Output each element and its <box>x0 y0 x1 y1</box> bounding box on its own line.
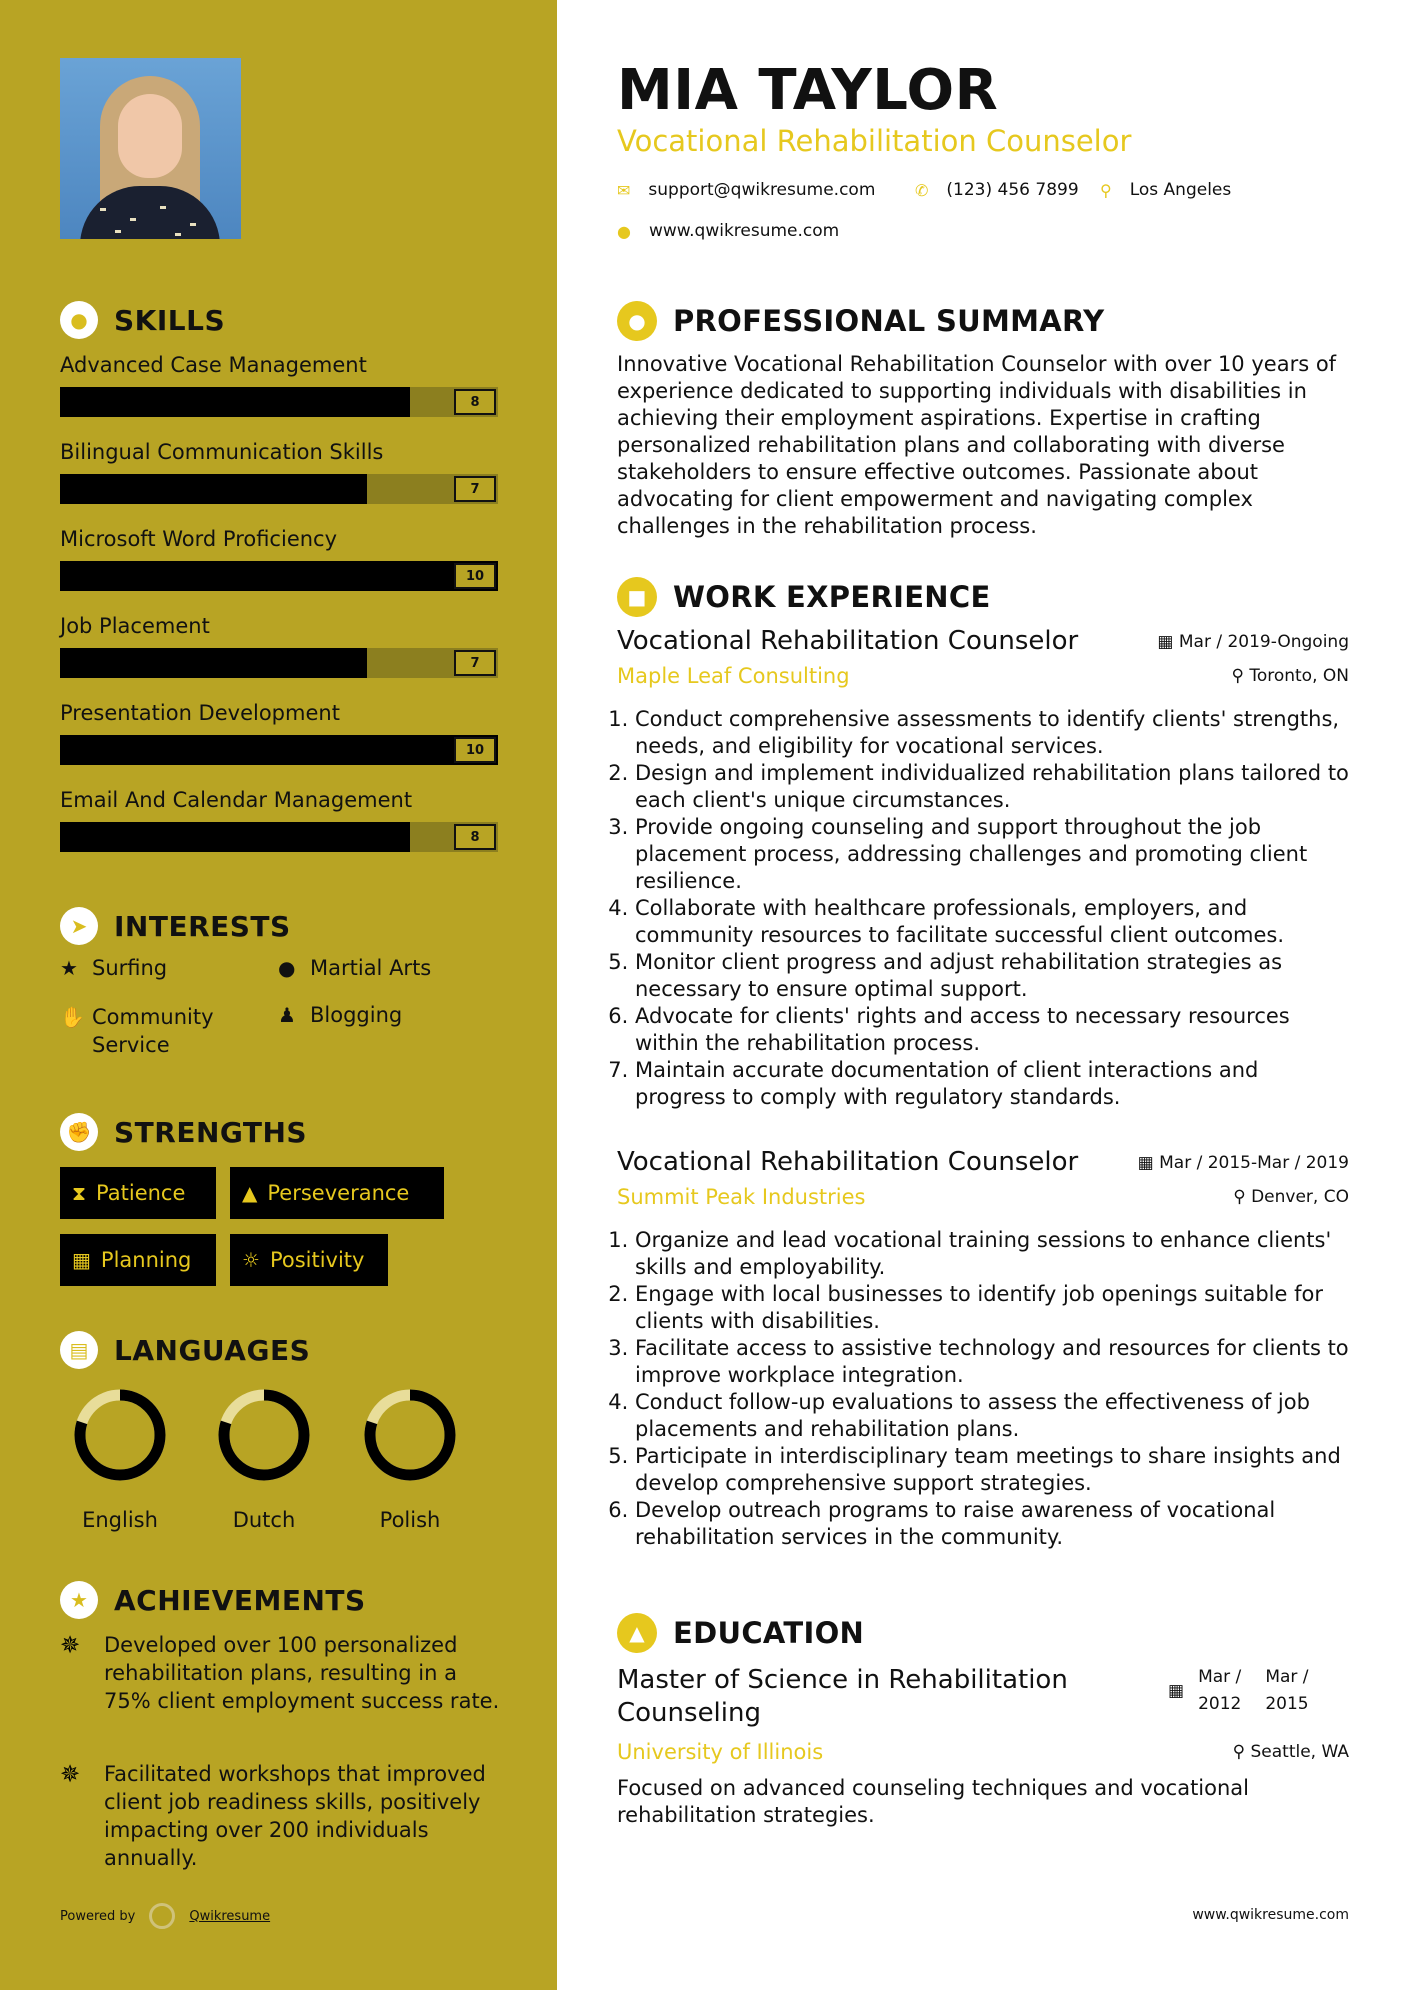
list-item: 3. Provide ongoing counseling and support throughout the job placement process, addressing challenges and promoting client resilience. <box>635 814 1349 895</box>
job-title: Vocational Rehabilitation Counselor <box>617 626 1079 656</box>
job-date: ▦ Mar / 2015-Mar / 2019 <box>1137 1153 1349 1173</box>
achievements-title: ACHIEVEMENTS <box>114 1583 366 1617</box>
strengths-section <box>60 1112 307 1152</box>
skill-item: Advanced Case Management 8 <box>60 353 498 383</box>
job-company: Summit Peak Industries <box>617 1185 866 1209</box>
phone-icon: ✆ <box>915 180 929 200</box>
sun-icon: ☼ <box>242 1248 260 1272</box>
candidate-title: Vocational Rehabilitation Counselor <box>617 124 1132 158</box>
interest-item: ● Martial Arts <box>278 956 432 980</box>
calendar-icon: ▦ <box>1157 632 1179 652</box>
language-item: Polish <box>350 1388 470 1532</box>
skill-level: 8 <box>454 389 496 415</box>
language-ring <box>73 1388 167 1482</box>
achievement-item: ✵ Facilitated workshops that improved client job readiness skills, positively impacting over 200 individuals annually. <box>60 1760 486 1870</box>
skills-section <box>60 300 225 340</box>
globe-icon: ● <box>617 221 631 241</box>
job-company: Maple Leaf Consulting <box>617 664 850 688</box>
language-item: Dutch <box>204 1388 324 1532</box>
languages-section <box>60 1330 310 1370</box>
languages-title: LANGUAGES <box>114 1333 311 1367</box>
education-heading: ▲ EDUCATION <box>617 1612 864 1654</box>
achievements-section <box>60 1580 366 1620</box>
star-burst-icon: ✵ <box>60 1631 81 1659</box>
strength-badge: ▲ Perseverance <box>230 1167 444 1219</box>
list-item: 4. Collaborate with healthcare professionals, employers, and community resources to facilitate successful client outcomes. <box>635 895 1349 949</box>
contact-location: ⚲ Los Angeles <box>1100 180 1232 200</box>
skill-level: 10 <box>454 563 496 589</box>
list-item: 6. Develop outreach programs to raise awareness of vocational rehabilitation services in the community. <box>635 1497 1349 1551</box>
fist-icon: ✊ <box>60 1113 98 1151</box>
list-item: 7. Maintain accurate documentation of client interactions and progress to comply with regulatory standards. <box>635 1057 1349 1111</box>
education-description: Focused on advanced counseling techniques and vocational rehabilitation strategies. <box>617 1776 1249 1827</box>
skill-level: 8 <box>454 824 496 850</box>
skill-bar <box>60 735 498 765</box>
pin-icon: ⚲ <box>1231 666 1250 686</box>
language-ring <box>217 1388 311 1482</box>
calendar-icon: ▦ <box>1137 1153 1160 1173</box>
education-location: ⚲ Seattle, WA <box>1232 1742 1349 1762</box>
job-location: ⚲ Denver, CO <box>1233 1187 1349 1207</box>
hourglass-icon: ⧗ <box>72 1181 87 1205</box>
list-item: 4. Conduct follow-up evaluations to assess the effectiveness of job placements and rehabilitation plans. <box>635 1389 1349 1443</box>
star-burst-icon: ✵ <box>60 1760 81 1788</box>
qwikresume-logo-icon <box>149 1903 175 1929</box>
pin-icon: ⚲ <box>1232 1742 1251 1762</box>
strength-badge: ▦ Planning <box>60 1234 216 1286</box>
job-entry <box>617 1147 1349 1567</box>
summary-heading: ● PROFESSIONAL SUMMARY <box>617 300 1104 342</box>
language-icon: ▤ <box>60 1331 98 1369</box>
strengths-title: STRENGTHS <box>114 1115 308 1149</box>
skill-item: Bilingual Communication Skills 7 <box>60 440 498 470</box>
skill-item: Job Placement 7 <box>60 614 498 644</box>
job-entry <box>617 626 1349 1116</box>
list-item: 5. Monitor client progress and adjust rehabilitation strategies as necessary to ensure optimal support. <box>635 949 1349 1003</box>
calendar-icon: ▦ <box>72 1248 91 1272</box>
skill-item: Presentation Development 10 <box>60 701 498 731</box>
job-date: ▦ Mar / 2019-Ongoing <box>1157 632 1349 652</box>
user-icon: ● <box>617 301 657 341</box>
envelope-icon: ✉ <box>617 180 631 200</box>
star-icon: ★ <box>60 956 78 980</box>
contact-phone[interactable]: ✆ (123) 456 7899 <box>915 180 1079 200</box>
graduation-cap-icon: ▲ <box>617 1613 657 1653</box>
language-ring <box>363 1388 457 1482</box>
job-bullets <box>617 706 1349 1111</box>
powered-by: Powered by Qwikresume <box>60 1903 270 1929</box>
interest-item: ✋ Community Service <box>60 1005 214 1057</box>
list-item: 1. Organize and lead vocational training sessions to enhance clients' skills and employability. <box>635 1227 1349 1281</box>
footer-url[interactable]: www.qwikresume.com <box>1192 1907 1349 1923</box>
list-item: 5. Participate in interdisciplinary team meetings to share insights and develop comprehensive support strategies. <box>635 1443 1349 1497</box>
skill-item: Email And Calendar Management 8 <box>60 788 498 818</box>
list-item: 1. Conduct comprehensive assessments to identify clients' strengths, needs, and eligibility for vocational services. <box>635 706 1349 760</box>
skill-bar <box>60 648 498 678</box>
skill-bar <box>60 561 498 591</box>
list-item: 2. Design and implement individualized rehabilitation plans tailored to each client's unique circumstances. <box>635 760 1349 814</box>
job-bullets <box>617 1227 1349 1551</box>
list-item: 6. Advocate for clients' rights and access to necessary resources within the rehabilitation process. <box>635 1003 1349 1057</box>
profile-photo <box>60 58 241 239</box>
interests-title: INTERESTS <box>114 909 291 943</box>
school-name: University of Illinois <box>617 1740 824 1764</box>
list-item: 3. Facilitate access to assistive technology and resources for clients to improve workplace integration. <box>635 1335 1349 1389</box>
skill-bar <box>60 387 498 417</box>
interest-item: ♟ Blogging <box>278 1003 403 1027</box>
skill-bar <box>60 474 498 504</box>
skill-item: Microsoft Word Proficiency 10 <box>60 527 498 557</box>
calendar-icon: ▦ <box>1168 1681 1185 1701</box>
interests-section <box>60 906 291 946</box>
contact-email[interactable]: ✉ support@qwikresume.com <box>617 180 876 200</box>
road-icon: ▲ <box>242 1181 258 1205</box>
job-title: Vocational Rehabilitation Counselor <box>617 1147 1079 1177</box>
pin-icon: ⚲ <box>1233 1187 1252 1207</box>
summary-text: Innovative Vocational Rehabilitation Counselor with over 10 years of experience dedicated to supporting individuals with disabilities in achieving their employment aspirations. Expertise in crafting personalized rehabilitation plans and collaborating with diverse stakeholders to ensure effective outcomes. Passionate about advocating for client empowerment and navigating complex challenges in the rehabilitation process. <box>617 352 1337 538</box>
globe-icon: ● <box>278 956 296 980</box>
strength-badge: ⧗ Patience <box>60 1167 216 1219</box>
contact-website[interactable]: ● www.qwikresume.com <box>617 221 840 241</box>
experience-heading: ■ WORK EXPERIENCE <box>617 576 991 618</box>
education-date: ▦ Mar / 2012 Mar / 2015 <box>1168 1664 1309 1718</box>
degree-title: Master of Science in Rehabilitation Counseling <box>617 1665 1068 1728</box>
language-item: English <box>60 1388 180 1532</box>
skill-level: 7 <box>454 476 496 502</box>
powered-link[interactable]: Qwikresume <box>189 1908 271 1924</box>
paper-plane-icon: ➤ <box>60 907 98 945</box>
candidate-name: MIA TAYLOR <box>617 58 999 123</box>
list-item: 2. Engage with local businesses to identify job openings suitable for clients with disabilities. <box>635 1281 1349 1335</box>
trophy-icon: ★ <box>60 1581 98 1619</box>
skill-level: 7 <box>454 650 496 676</box>
briefcase-icon: ■ <box>617 577 657 617</box>
job-location: ⚲ Toronto, ON <box>1231 666 1349 686</box>
interest-item: ★ Surfing <box>60 956 168 980</box>
skills-title: SKILLS <box>114 303 226 337</box>
skill-level: 10 <box>454 737 496 763</box>
skill-bar <box>60 822 498 852</box>
strength-badge: ☼ Positivity <box>230 1234 388 1286</box>
achievement-item: ✵ Developed over 100 personalized rehabilitation plans, resulting in a 75% client employment success rate. <box>60 1631 500 1713</box>
hand-icon: ✋ <box>60 1005 85 1029</box>
users-icon: ♟ <box>278 1003 296 1027</box>
lightbulb-icon: ● <box>60 301 98 339</box>
map-pin-icon: ⚲ <box>1100 180 1112 200</box>
